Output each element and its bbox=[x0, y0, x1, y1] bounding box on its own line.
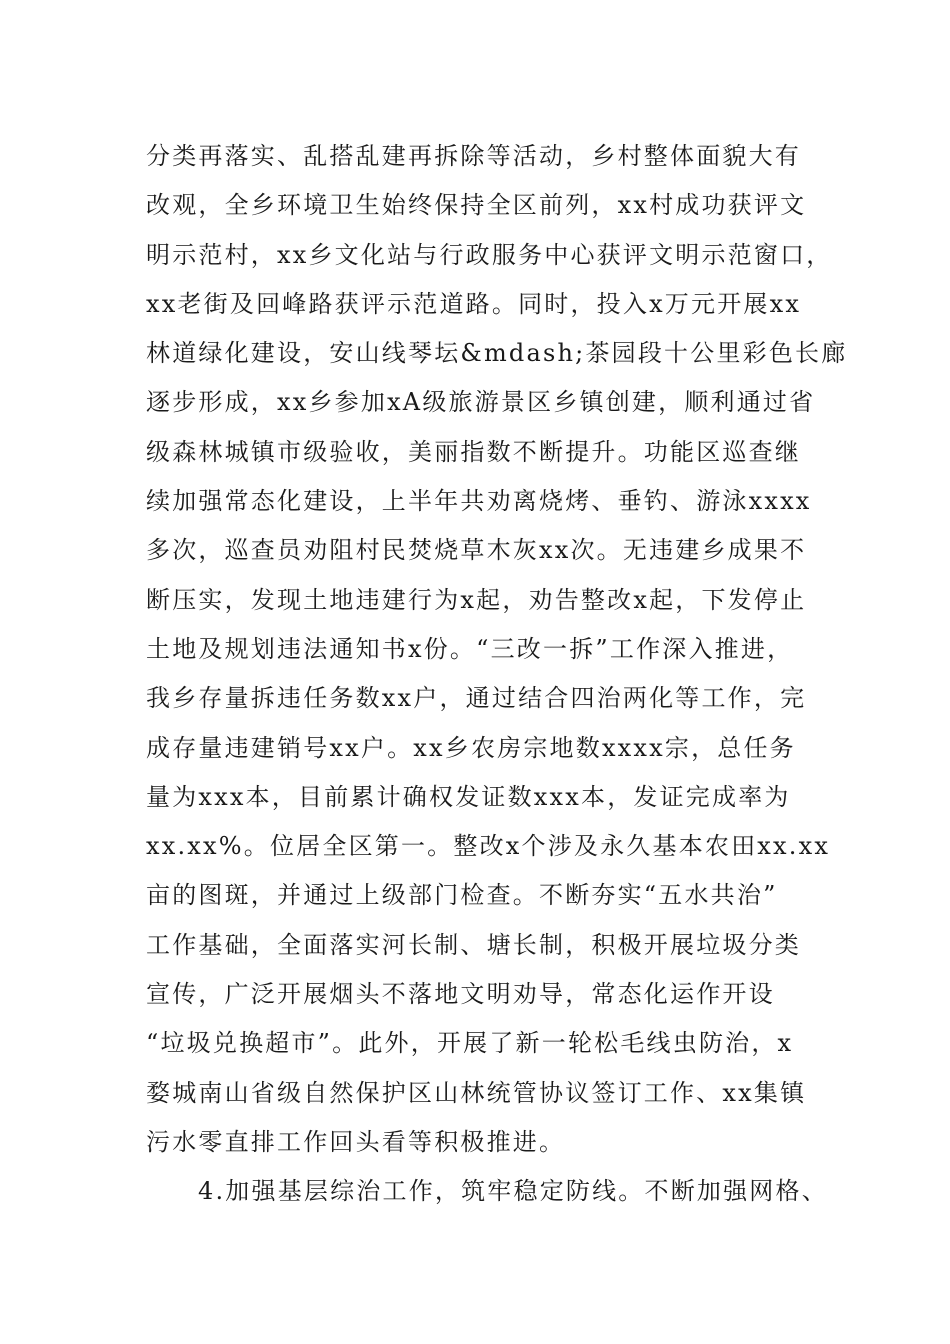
text-line: 明示范村，xx乡文化站与行政服务中心获评文明示范窗口， bbox=[146, 240, 833, 269]
text-line: 改观，全乡环境卫生始终保持全区前列，xx村成功获评文 bbox=[146, 191, 807, 220]
section-heading-line: 4.加强基层综治工作，筑牢稳定防线。不断加强网格、 bbox=[198, 1177, 828, 1206]
text-line: 成存量违建销号xx户。xx乡农房宗地数xxxx宗，总任务 bbox=[146, 733, 796, 762]
text-line: “垃圾兑换超市”。此外，开展了新一轮松毛线虫防治，x bbox=[146, 1029, 794, 1058]
text-line: xx.xx%。位居全区第一。整改x个涉及永久基本农田xx.xx bbox=[146, 832, 831, 861]
text-line: 婺城南山省级自然保护区山林统管协议签订工作、xx集镇 bbox=[146, 1078, 807, 1107]
text-line: 亩的图斑，并通过上级部门检查。不断夯实“五水共治” bbox=[146, 881, 778, 910]
text-line: 我乡存量拆违任务数xx户，通过结合四治两化等工作，完 bbox=[146, 684, 807, 713]
text-line: 断压实，发现土地违建行为x起，劝告整改x起，下发停止 bbox=[146, 585, 807, 614]
text-line: 级森林城镇市级验收，美丽指数不断提升。功能区巡查继 bbox=[146, 437, 801, 466]
text-line: 多次，巡查员劝阻村民焚烧草木灰xx次。无违建乡成果不 bbox=[146, 536, 807, 565]
body-text bbox=[146, 132, 848, 1217]
text-line: 续加强常态化建设，上半年共劝离烧烤、垂钓、游泳xxxx bbox=[146, 487, 812, 516]
text-line: 林道绿化建设，安山线琴坛&mdash;茶园段十公里彩色长廊 bbox=[146, 339, 848, 368]
text-line: 土地及规划违法通知书x份。“三改一拆”工作深入推进， bbox=[146, 634, 794, 663]
text-line: 工作基础，全面落实河长制、塘长制，积极开展垃圾分类 bbox=[146, 930, 801, 959]
text-line: 宣传，广泛开展烟头不落地文明劝导，常态化运作开设 bbox=[146, 980, 775, 1009]
text-line: 分类再落实、乱搭乱建再拆除等活动，乡村整体面貌大有 bbox=[146, 142, 801, 170]
text-line: xx老街及回峰路获评示范道路。同时，投入x万元开展xx bbox=[146, 289, 802, 318]
text-line: 逐步形成，xx乡参加xA级旅游景区乡镇创建，顺利通过省 bbox=[146, 388, 816, 417]
text-line: 污水零直排工作回头看等积极推进。 bbox=[146, 1127, 566, 1156]
text-line: 量为xxx本，目前累计确权发证数xxx本，发证完成率为 bbox=[146, 782, 791, 811]
